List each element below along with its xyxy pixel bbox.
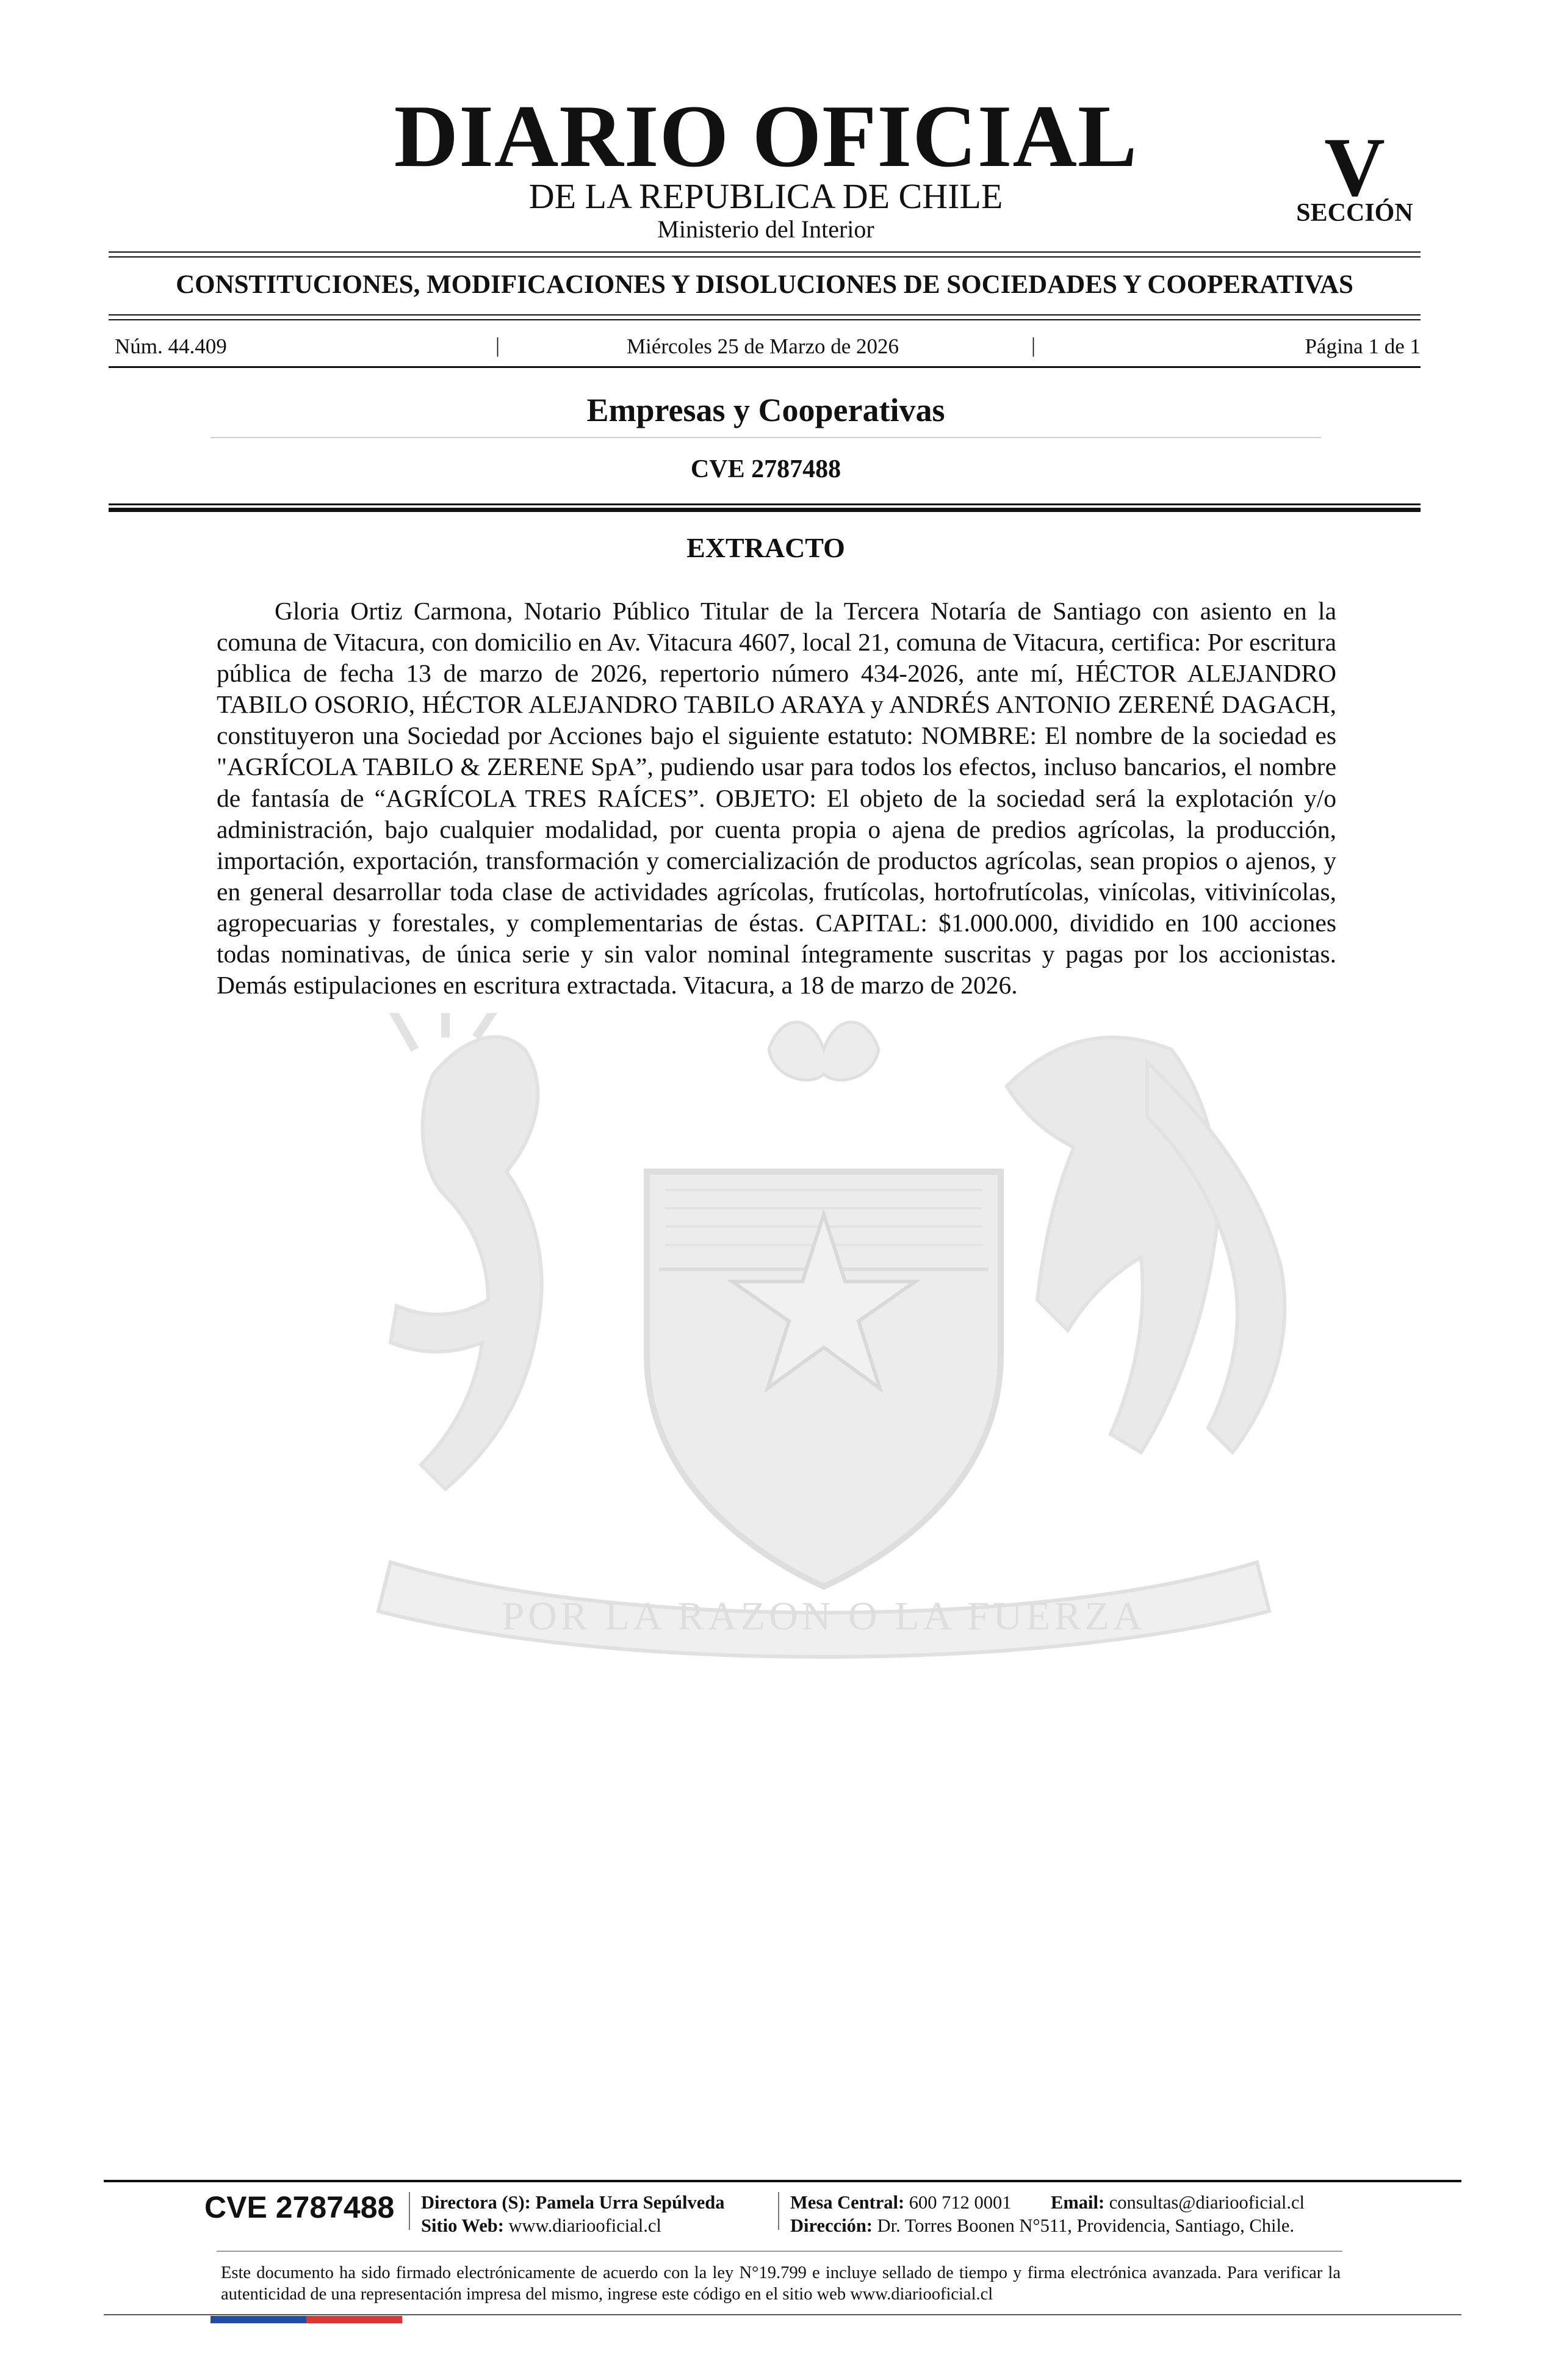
flag-stripe-blue (211, 2316, 306, 2323)
issue-rule (109, 366, 1421, 368)
footer-divider (778, 2192, 779, 2230)
footer-email-label: Email: (1051, 2192, 1105, 2213)
section-heading: CONSTITUCIONES, MODIFICACIONES Y DISOLUCIONES DE SOCIEDADES Y COOPERATIVAS (176, 270, 1353, 299)
masthead-ministry: Ministerio del Interior (657, 215, 874, 243)
issue-number: Núm. 44.409 (115, 334, 227, 358)
footer-email-link[interactable]: consultas@diariooficial.cl (1109, 2192, 1305, 2213)
footer-rule (217, 2251, 1342, 2252)
cve-rule (109, 508, 1421, 512)
masthead-subtitle: DE LA REPUBLICA DE CHILE (528, 176, 1003, 216)
footer-email (1051, 2193, 1305, 2212)
section-letter: V (1324, 120, 1385, 214)
footer-director-label: Directora (S): (421, 2192, 531, 2213)
issue-separator: | (1031, 333, 1036, 357)
category-title: Empresas y Cooperativas (586, 392, 945, 428)
category-rule (211, 437, 1321, 438)
document-body: Gloria Ortiz Carmona, Notario Público Titular de la Tercera Notaría de Santiago con asiento en la comuna de Vitacura, con domicilio en Av. Vitacura 4607, local 21, comuna de Vitacura, certifica: Por escritura pública de fecha 13 de marzo de 2026, repertorio número 434-2026, ante mí, HÉCTOR ALEJANDRO TABILO OSORIO, HÉCTOR ALEJANDRO TABILO ARAYA y ANDRÉS ANTONIO ZERENÉ DAGACH, constituyeron una Sociedad por Acciones bajo el siguiente estatuto: NOMBRE: El nombre de la sociedad es "AGRÍCOLA TABILO & ZERENE SpA”, pudiendo usar para todos los efectos, incluso bancarios, el nombre de fantasía de “AGRÍCOLA TRES RAÍCES”. OBJETO: El objeto de la sociedad será la explotación y/o administración, bajo cualquier modalidad, por cuenta propia o ajena de predios agrícolas, la producción, importación, exportación, transformación y comercialización de productos agrícolas, sean propios o ajenos, y en general desarrollar toda clase de actividades agrícolas, frutícolas, hortofrutícolas, vinícolas, vitivinícolas, agropecuarias y forestales, y complementarias de éstas. CAPITAL: $1.000.000, dividido en 100 acciones todas nominativas, de única serie y sin valor nominal íntegramente suscritas y pagas por los accionistas. Demás estipulaciones en escritura extractada. Vitacura, a 18 de marzo de 2026. (217, 597, 1336, 1000)
issue-date: Miércoles 25 de Marzo de 2026 (626, 334, 899, 358)
footer-rule (104, 2180, 1461, 2182)
footer-director (421, 2193, 725, 2212)
footer-address (790, 2216, 1294, 2235)
footer-address-value: Dr. Torres Boonen N°511, Providencia, Santiago, Chile. (877, 2215, 1295, 2236)
footer-address-label: Dirección: (790, 2215, 873, 2236)
footer-website (421, 2216, 661, 2235)
issue-separator: | (495, 333, 500, 357)
header-rule (109, 251, 1421, 253)
footer-divider (409, 2192, 410, 2230)
header-rule (109, 314, 1421, 316)
footer-phone (790, 2193, 1012, 2212)
header-rule (109, 319, 1421, 320)
flag-stripe-red (306, 2316, 402, 2323)
coat-of-arms-icon (305, 1013, 1342, 1684)
header-rule (109, 256, 1421, 258)
footer-phone-label: Mesa Central: (790, 2192, 905, 2213)
document-title: EXTRACTO (686, 532, 845, 563)
cve-code: CVE 2787488 (690, 455, 841, 483)
footer-director-name: Pamela Urra Sepúlveda (535, 2192, 725, 2213)
issue-page: Página 1 de 1 (1305, 334, 1421, 358)
watermark-motto: POR LA RAZON O LA FUERZA (502, 1594, 1146, 1639)
footer-website-link[interactable]: www.diariooficial.cl (508, 2215, 661, 2236)
section-label: SECCIÓN (1296, 199, 1413, 227)
footer-rule (104, 2314, 1461, 2315)
footer-website-label: Sitio Web: (421, 2215, 504, 2236)
cve-rule (109, 503, 1421, 505)
masthead-title: DIARIO OFICIAL (394, 87, 1138, 186)
footer-phone-value: 600 712 0001 (909, 2192, 1012, 2213)
footer-verification-note: Este documento ha sido firmado electrónicamente de acuerdo con la ley N°19.799 e incluye sellado de tiempo y firma electrónica avanzada. Para verificar la autenticidad de una representación impresa del mismo, ingrese este código en el sitio web www.diariooficial.cl (221, 2263, 1341, 2304)
footer-cve: CVE 2787488 (204, 2190, 395, 2224)
